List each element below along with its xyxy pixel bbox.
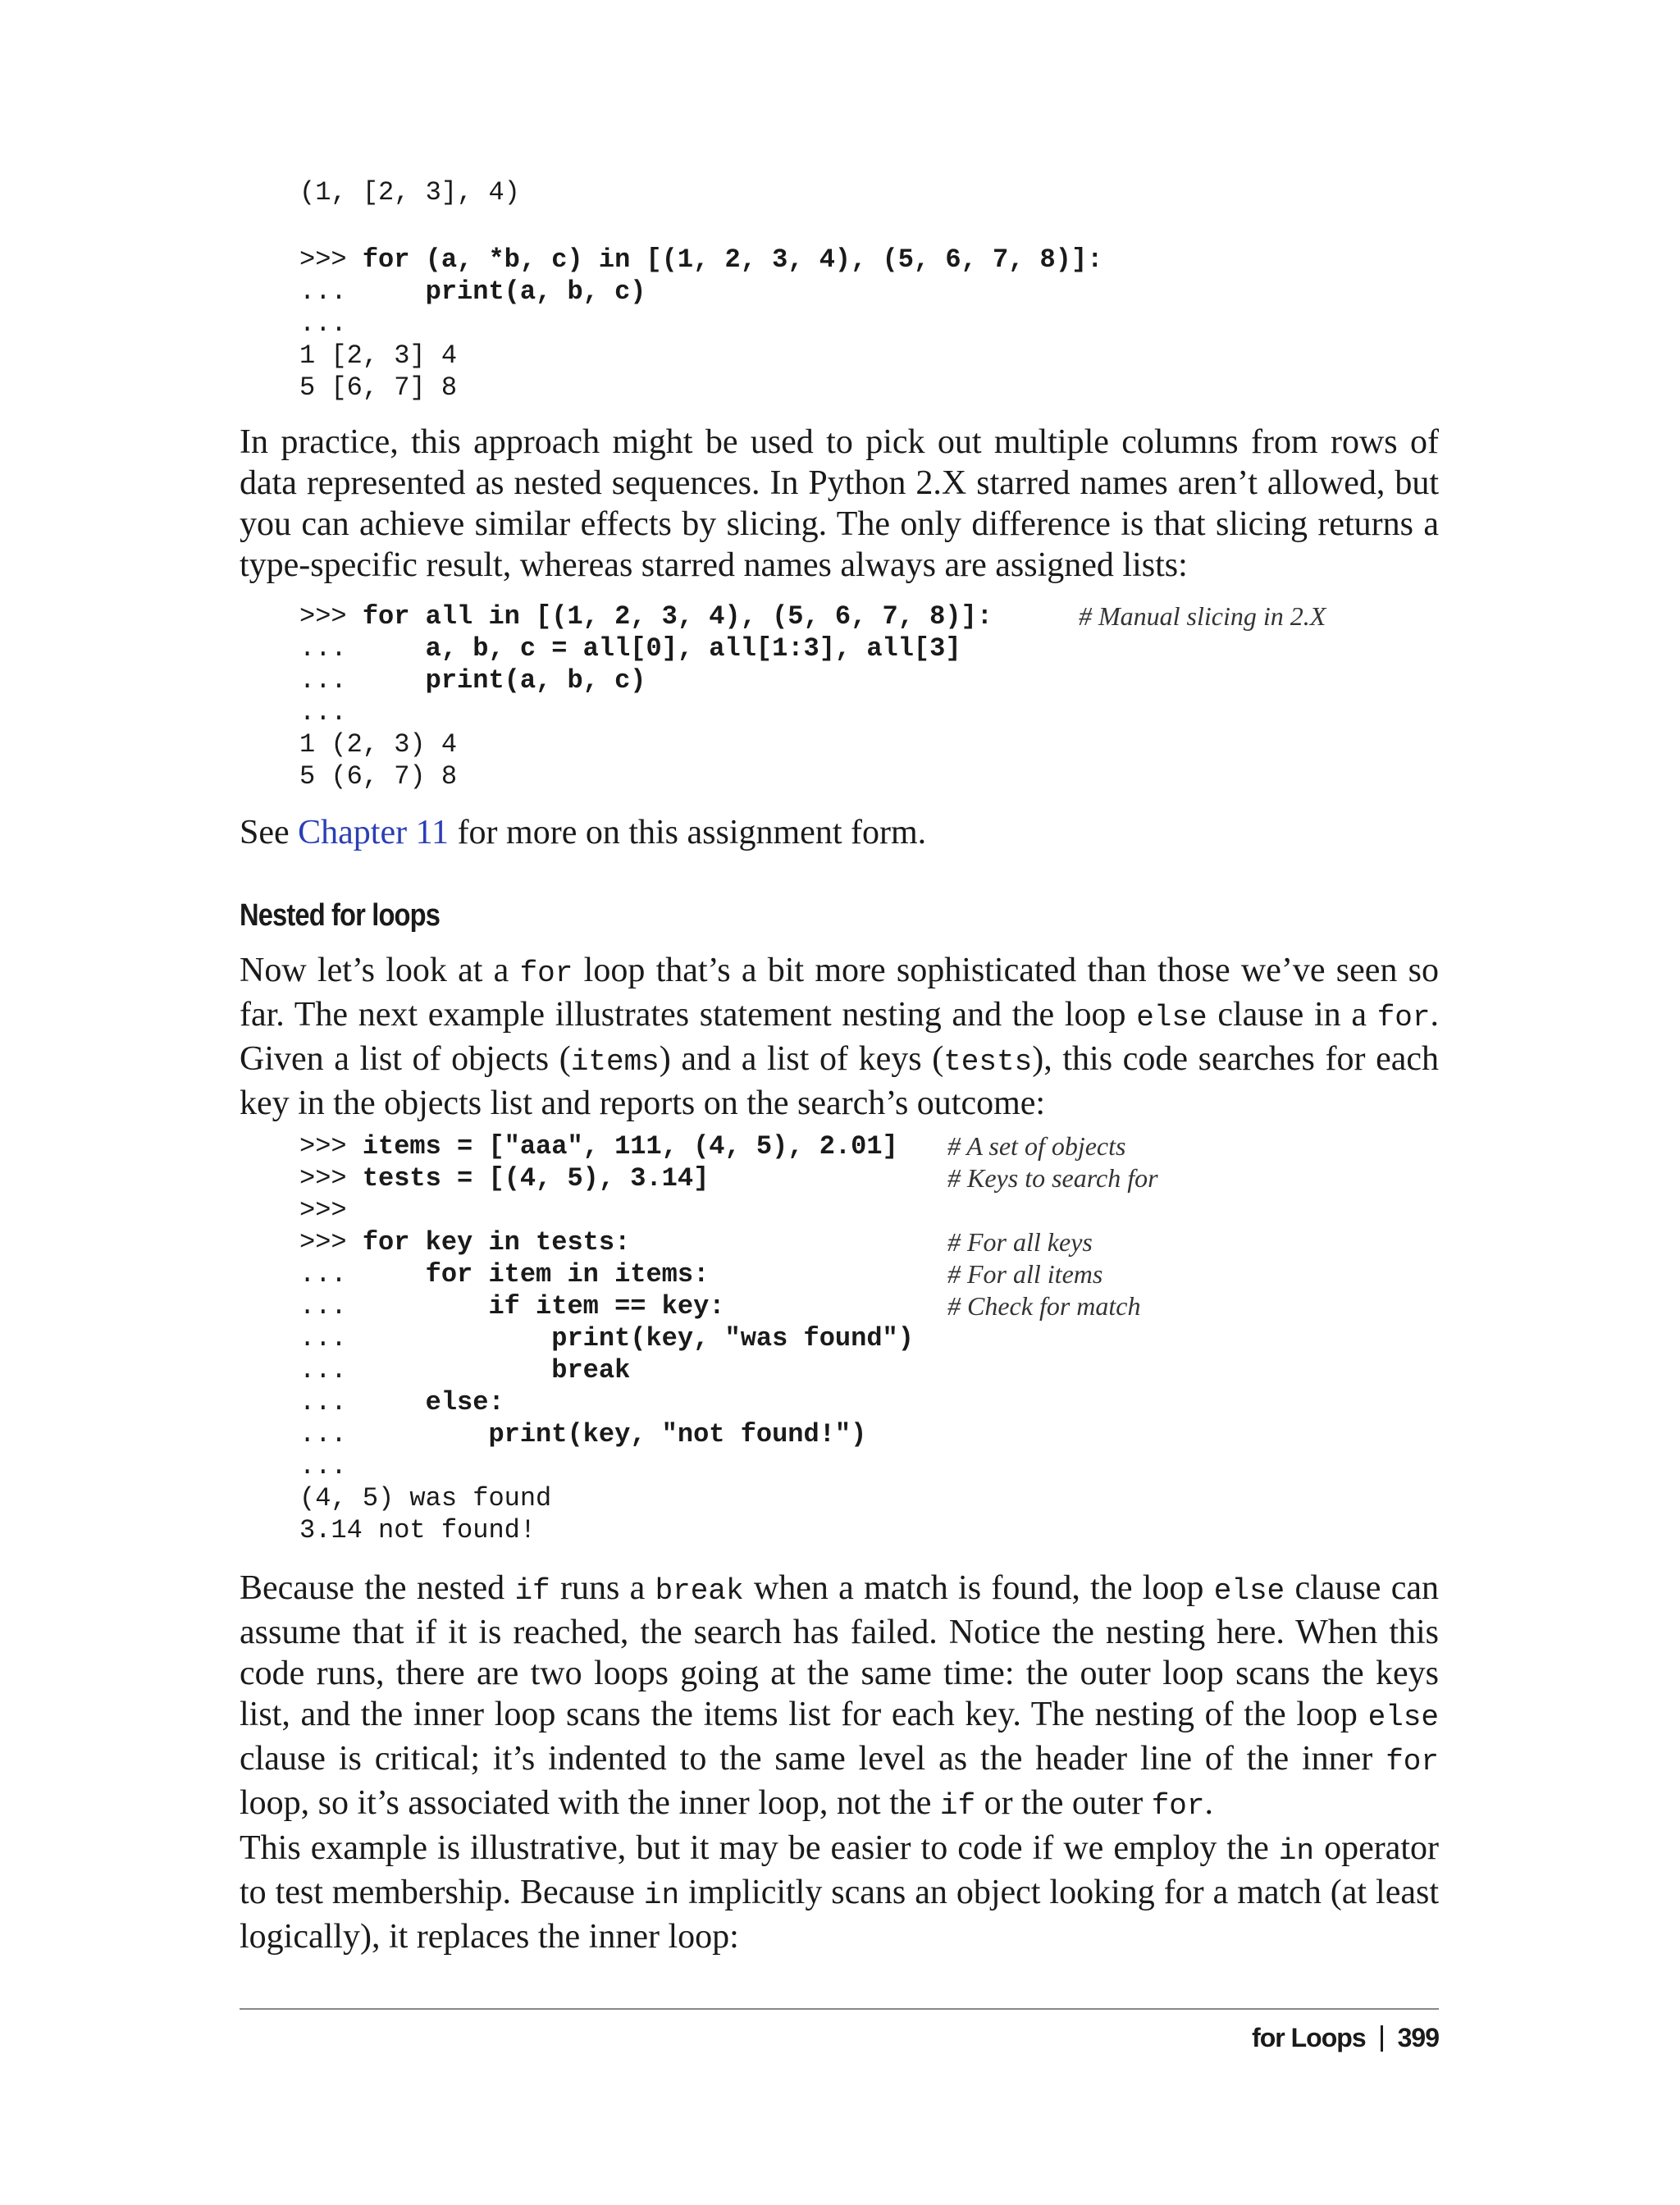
code-comment: # Check for match [947,1291,1141,1321]
code-line [299,340,1102,372]
inline-code: tests [943,1045,1033,1079]
code-prompt: 3.14 not found! [299,1515,536,1545]
inline-code: in [1278,1834,1314,1868]
code-prompt: ... [299,1259,426,1290]
code-line [299,1482,914,1514]
code-line [299,1162,1158,1194]
code-prompt: ... [299,1387,426,1418]
inline-code: items [570,1045,660,1079]
code-comment: # Keys to search for [947,1163,1158,1193]
code-prompt: ... [299,633,426,664]
paragraph-2: Now let’s look at a for loop that’s a bit more sophisticated than those we’ve seen so far. The next example illustrates statement nesting and the loop else clause in a for. Given a list of objects (items) and a list of keys (tests), this code searches for each key in the objects list and reports on the search’s outcome: [240,952,1440,1122]
inline-code: else [1136,1001,1208,1034]
code-line [299,244,1102,276]
chapter-11-link[interactable]: Chapter 11 [298,814,450,851]
code-block-1 [240,176,520,208]
code-line [299,728,993,760]
code-statement: print(key, "not found!") [488,1419,867,1449]
code-prompt: 1 (2, 3) 4 [299,729,458,760]
code-line [299,1226,1093,1258]
code-comment: # For all keys [947,1227,1093,1257]
code-statement: for (a, *b, c) in [(1, 2, 3, 4), (5, 6, 7, 8)]: [362,244,1103,275]
code-prompt: ... [299,1419,489,1449]
code-prompt: ... [299,1323,552,1354]
code-line [299,632,993,664]
paragraph-3: Because the nested if runs a break when a match is found, the loop else clause can assume that if it is reached, the search has failed. Notice the nesting here. When this code runs, there are two loops going at the same time: the outer loop scans the keys list, and the inner loop scans the items list for each key. The nesting of the loop else clause is critical; it’s indented to the same level as the header line of the inner for loop, so it’s associated with the inner loop, not the if or the outer for. [240,1569,1439,1823]
code-block-4 [240,1130,1158,1546]
code-prompt: >>> [299,1131,363,1162]
inline-code: in [643,1879,680,1912]
see-prefix: See [240,814,299,851]
code-line [299,760,993,792]
code-statement: print(a, b, c) [425,665,646,696]
inline-code: else [1367,1701,1439,1734]
code-comment: # A set of objects [947,1131,1126,1161]
code-statement: tests = [(4, 5), 3.14] [362,1163,710,1194]
code-prompt: ... [299,1291,489,1322]
inline-code: for [1151,1789,1205,1823]
code-prompt: >>> [299,244,363,275]
code-statement: break [551,1355,631,1386]
code-prompt: ... [299,276,426,307]
footer-rule [240,2008,1439,2010]
code-prompt: >>> [299,601,363,632]
code-line [299,1386,914,1418]
inline-code: else [1213,1574,1285,1608]
paragraph-4: This example is illustrative, but it may be easier to code if we employ the in operator to test membership. Because in implicitly scans an object looking for a match (at least logically), it replaces the inner loop: [240,1829,1439,1956]
code-block-3 [240,600,1326,792]
page-footer [1252,2023,1439,2053]
inline-code: break [655,1574,744,1608]
code-line [299,664,993,696]
code-line [299,308,1102,340]
code-prompt: ... [299,697,347,728]
code-prompt: >>> [299,1227,363,1258]
inline-code: if [939,1789,976,1823]
code-statement: print(a, b, c) [425,276,646,307]
code-line [299,1354,914,1386]
section-heading: Nested for loops [240,898,441,933]
see-chapter-text [240,812,1439,853]
code-statement: for all in [(1, 2, 3, 4), (5, 6, 7, 8)]: [362,601,993,632]
code-line [299,1194,914,1226]
code-line [299,372,1102,404]
code-block-2 [240,244,1102,404]
book-page [240,0,1439,2205]
code-statement: for item in items: [425,1259,710,1290]
page-number: 399 [1397,2023,1439,2052]
code-prompt: 5 [6, 7] 8 [299,372,458,403]
code-statement: print(key, "was found") [551,1323,914,1354]
running-section-title: for Loops [1252,2023,1366,2052]
code-prompt: >>> [299,1163,363,1194]
code-line [299,276,1102,308]
code-statement: for key in tests: [362,1227,631,1258]
code-line [299,600,1326,632]
code-line [299,1418,914,1450]
code-statement: else: [425,1387,504,1418]
code-prompt: (4, 5) was found [299,1483,552,1513]
code-prompt: ... [299,308,347,339]
code-prompt: >>> [299,1195,347,1226]
see-suffix: for more on this assignment form. [449,814,927,851]
code-line [299,1258,1103,1290]
inline-code: for [1376,1001,1431,1034]
code-line [299,696,993,728]
code-prompt: ... [299,665,426,696]
code-line [299,1290,1141,1322]
code-line [299,1514,914,1546]
code-line [299,1130,1126,1162]
code-statement: if item == key: [488,1291,725,1322]
code-prompt: 1 [2, 3] 4 [299,340,458,371]
inline-code: for [519,956,573,990]
code-comment: # Manual slicing in 2.X [1079,601,1326,631]
code-prompt: ... [299,1355,552,1386]
code-line [299,1322,914,1354]
footer-separator [1381,2025,1383,2052]
code-line: (1, [2, 3], 4) [299,177,520,208]
code-statement: items = ["aaa", 111, (4, 5), 2.01] [362,1131,898,1162]
code-comment: # For all items [947,1259,1103,1289]
code-prompt: ... [299,1451,347,1481]
inline-code: if [514,1574,550,1608]
code-line [299,1450,914,1482]
code-statement: a, b, c = all[0], all[1:3], all[3] [425,633,961,664]
inline-code: for [1386,1745,1439,1778]
code-prompt: 5 (6, 7) 8 [299,761,458,792]
paragraph-1: In practice, this approach might be used to pick out multiple columns from rows of data represented as nested sequences. In Python 2.X starred names aren’t allowed, but you can achieve similar effects by slicing. The only difference is that slicing returns a type-specific result, whereas starred names always are assigned lists: [240,423,1439,584]
